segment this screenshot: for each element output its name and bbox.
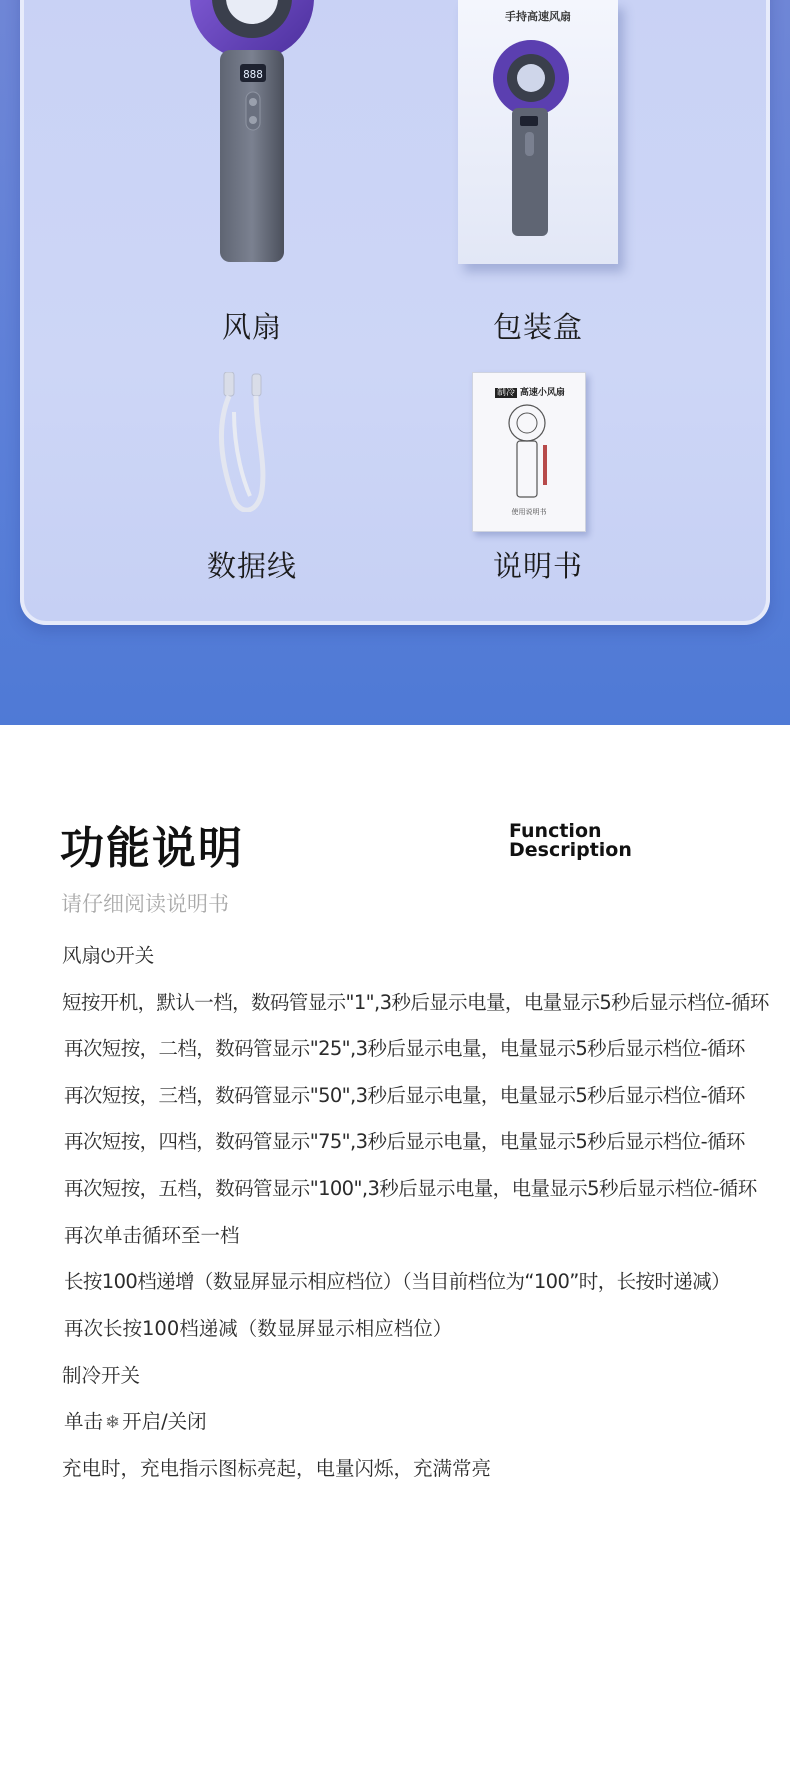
cooling-switch-line: 单击 ❄ 开启/关闭 <box>64 1410 207 1433</box>
instruction-line: 再次短按，五档，数码管显示"100",3秒后显示电量，电量显示5秒后显示档位-循环 <box>64 1177 757 1200</box>
title-en-line1: Function <box>509 820 602 842</box>
box-title: 手持高速风扇 <box>505 10 571 23</box>
product-contents-section <box>0 0 790 725</box>
packing-box-image <box>458 0 618 264</box>
manual-label: 说明书 <box>492 549 583 583</box>
manual-badge: 制冷 <box>497 388 516 398</box>
packing-box-label: 包装盒 <box>492 310 583 344</box>
function-title-english <box>509 822 632 860</box>
title-en-line2: Description <box>509 839 632 861</box>
manual-caption: 使用说明书 <box>511 508 547 516</box>
manual-title: 高速小风扇 <box>519 388 565 398</box>
cooling-switch-heading: 制冷开关 <box>62 1364 141 1387</box>
charging-note: 充电时，充电指示图标亮起，电量闪烁，充满常亮 <box>62 1457 492 1480</box>
manual-image <box>472 372 586 532</box>
instruction-line: 短按开机，默认一档，数码管显示"1",3秒后显示电量，电量显示5秒后显示档位-循环 <box>62 991 769 1014</box>
instruction-line: 再次短按，二档，数码管显示"25",3秒后显示电量，电量显示5秒后显示档位-循环 <box>64 1037 745 1060</box>
usb-cable-label: 数据线 <box>206 549 297 583</box>
package-contents-card <box>20 0 770 625</box>
usb-cable-image <box>204 372 294 512</box>
fan-label: 风扇 <box>221 310 282 344</box>
fan-product-image <box>170 0 330 270</box>
snowflake-icon: ❄ <box>105 1412 121 1433</box>
instruction-line: 再次单击循环至一档 <box>64 1224 240 1247</box>
instruction-line: 长按100档递增（数显屏显示相应档位）（当目前档位为“100”时，长按时递减） <box>64 1270 730 1293</box>
instruction-line: 再次短按，四档，数码管显示"75",3秒后显示电量，电量显示5秒后显示档位-循环 <box>64 1130 745 1153</box>
instruction-line: 再次长按100档递减（数显屏显示相应档位） <box>64 1317 453 1340</box>
function-title: 功能说明 <box>60 823 244 874</box>
instruction-line: 再次短按，三档，数码管显示"50",3秒后显示电量，电量显示5秒后显示档位-循环 <box>64 1084 745 1107</box>
fan-switch-heading: 风扇⏻开关 <box>62 944 155 967</box>
read-instructions-note: 请仔细阅读说明书 <box>61 892 229 916</box>
power-icon: ⏻ <box>101 946 116 967</box>
manual-fan-sketch <box>499 401 559 501</box>
fan-display-digits: 888 <box>243 68 263 81</box>
box-fan-illustration <box>476 38 586 238</box>
